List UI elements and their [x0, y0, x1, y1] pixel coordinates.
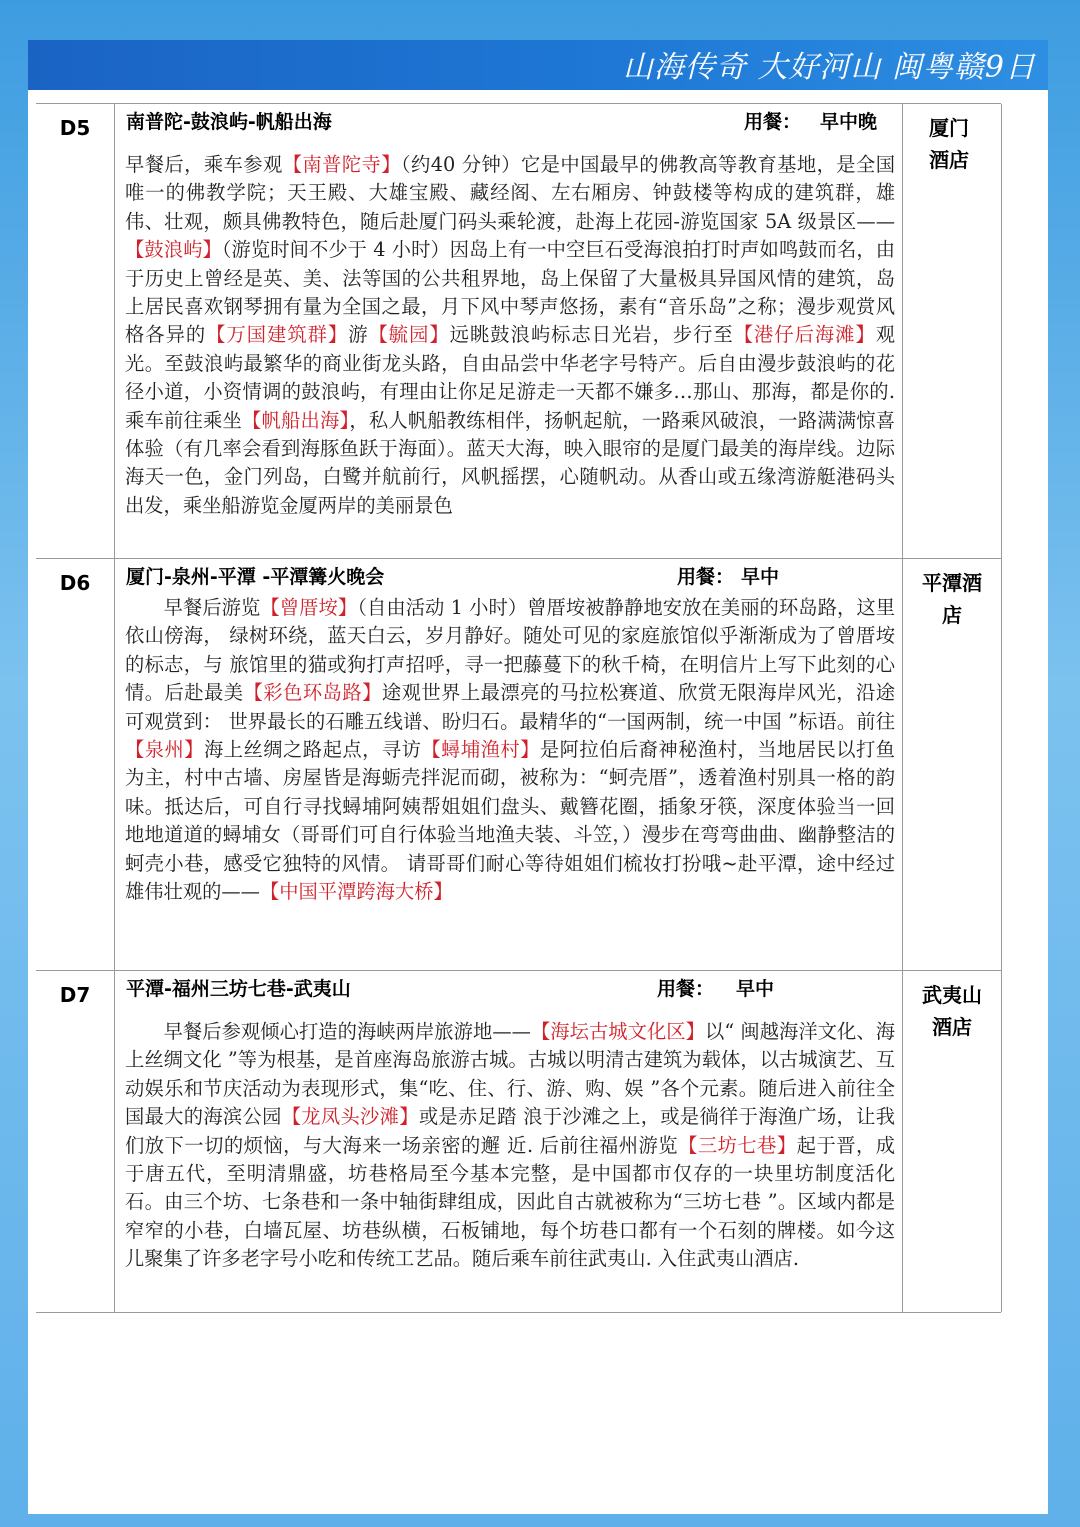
column-divider: [902, 971, 903, 1312]
highlight-attraction: 【万国建筑群】: [206, 323, 349, 347]
column-divider: [1001, 971, 1002, 1312]
day-label: D5: [59, 116, 91, 140]
meal-value: 早中晚: [820, 111, 878, 133]
highlight-attraction: 【三坊七巷】: [678, 1133, 797, 1157]
meal-label: 用餐：: [657, 978, 715, 1000]
route-title: 厦门-泉州-平潭 -平潭篝火晚会: [126, 566, 385, 588]
highlight-attraction: 【海坛古城文化区】: [530, 1020, 705, 1043]
highlight-attraction: 【龙凤头沙滩】: [281, 1105, 419, 1129]
column-divider: [114, 971, 115, 1312]
route-title: 南普陀-鼓浪屿-帆船出海: [126, 111, 332, 133]
highlight-attraction: 【蟳埔渔村】: [421, 738, 540, 762]
highlight-attraction: 【鼓浪屿】: [125, 238, 222, 262]
hotel-name: 厦门酒店: [929, 116, 969, 172]
highlight-attraction: 【毓园】: [368, 323, 450, 347]
highlight-attraction: 【中国平潭跨海大桥】: [259, 880, 453, 904]
column-divider: [114, 559, 115, 971]
highlight-attraction: 【泉州】: [125, 738, 205, 762]
column-divider: [902, 104, 903, 559]
column-divider: [1001, 104, 1002, 559]
day-description: 早餐后游览【曾厝垵】（自由活动 1 小时）曾厝垵被静静地安放在美丽的环岛路，这里依山傍海， 绿树环绕，蓝天白云，岁月静好。随处可见的家庭旅馆似乎渐渐成为了曾厝垵的标志，与 旅馆里的猫或狗打声招呼，寻一把藤蔓下的秋千椅，在明信片上写下此刻的心情。后赴最美【彩色环岛路】途观世界上最漂亮的马拉松赛道、欣赏无限海岸风光，沿途可观赏到： 世界最长的石雕五线谱、盼归石。最精华的“一国两制，统一中国 ”标语。前往【泉州】海上丝绸之路起点，寻访【蟳埔渔村】是阿拉伯后裔神秘渔村，当地居民以打鱼为主，村中古墙、房屋皆是海蛎壳拌泥而砌，被称为：“蚵壳厝”，透着渔村别具一格的韵味。抵达后，可自行寻找蟳埔阿姨帮姐姐们盘头、戴簪花圈，插象牙筷，深度体验当一回地地道道的蟳埔女（哥哥们可自行体验当地渔夫装、斗笠，）漫步在弯弯曲曲、幽静整洁的蚵壳小巷，感受它独特的风情。 请哥哥们耐心等待姐姐们梳妆打扮哦~赴平潭，途中经过雄伟壮观的——【中国平潭跨海大桥】: [125, 596, 896, 904]
highlight-attraction: 【南普陀寺】: [282, 153, 401, 176]
day-label: D7: [59, 983, 91, 1007]
page-title: 山海传奇 大好河山 闽粤赣9日: [622, 50, 1036, 85]
column-divider: [114, 104, 115, 559]
route-title: 平潭-福州三坊七巷-武夷山: [126, 978, 351, 1000]
hotel-name: 平潭酒店: [922, 571, 982, 627]
hotel-name: 武夷山酒店: [922, 983, 982, 1039]
column-divider: [902, 559, 903, 971]
itinerary-row-d5: [36, 103, 1001, 559]
highlight-attraction: 【曾厝垵】: [260, 596, 358, 619]
itinerary-row-d6: [36, 558, 1001, 971]
meal-value: 早中: [741, 566, 780, 588]
highlight-attraction: 【彩色环岛路】: [243, 681, 382, 705]
highlight-attraction: 【港仔后海滩】: [733, 323, 876, 347]
meal-label: 用餐：: [677, 566, 735, 588]
day-description: 早餐后参观倾心打造的海峡两岸旅游地——【海坛古城文化区】以“ 闽越海洋文化、海上丝绸文化 ”等为根基，是首座海岛旅游古城。古城以明清古建筑为载体，以古城演艺、互动娱乐和节庆活动为表现形式，集“吃、住、行、游、购、娱 ”各个元素。随后进入前往全国最大的海滨公园【龙凤头沙滩】或是赤足踏 浪于沙滩之上，或是徜徉于海渔广场，让我们放下一切的烦恼，与大海来一场亲密的邂 近. 后前往福州游览【三坊七巷】起于晋，成于唐五代，至明清鼎盛，坊巷格局至今基本完整，是中国都市仅存的一块里坊制度活化石。由三个坊、七条巷和一条中轴街肆组成，因此自古就被称为“三坊七巷 ”。区域内都是窄窄的小巷，白墙瓦屋、坊巷纵横，石板铺地，每个坊巷口都有一个石刻的牌楼。如今这儿聚集了许多老字号小吃和传统工艺品。随后乘车前往武夷山. 入住武夷山酒店.: [125, 1020, 896, 1271]
day-label: D6: [59, 571, 91, 595]
meal-value: 早中: [736, 978, 775, 1000]
highlight-attraction: 【帆船出海】: [241, 408, 350, 432]
day-description: 早餐后，乘车参观【南普陀寺】（约40 分钟）它是中国最早的佛教高等教育基地，是全国唯一的佛教学院；天王殿、大雄宝殿、藏经阁、左右厢房、钟鼓楼等构成的建筑群，雄伟、壮观，颇具佛教特色，随后赴厦门码头乘轮渡，赴海上花园-游览国家 5A 级景区——【鼓浪屿】（游览时间不少于 4 小时）因岛上有一中空巨石受海浪拍打时声如鸣鼓而名，由于历史上曾经是英、美、法等国的公共租界地，岛上保留了大量极具异国风情的建筑，岛上居民喜欢钢琴拥有量为全国之最，月下风中琴声悠扬，素有“音乐岛”之称；漫步观赏风格各异的【万国建筑群】游【毓园】远眺鼓浪屿标志日光岩，步行至【港仔后海滩】观光。至鼓浪屿最繁华的商业街龙头路，自由品尝中华老字号特产。后自由漫步鼓浪屿的花径小道，小资情调的鼓浪屿，有理由让你足足游走一天都不嫌多…那山、那海，都是你的. 乘车前往乘坐【帆船出海】，私人帆船教练相伴，扬帆起航，一路乘风破浪，一路满满惊喜体验（有几率会看到海豚鱼跃于海面）。蓝天大海，映入眼帘的是厦门最美的海岸线。边际海天一色，金门列岛，白鹭并航前行，风帆摇摆，心随帆动。从香山或五缘湾游艇港码头出发，乘坐船游览金厦两岸的美丽景色: [125, 153, 896, 517]
itinerary-row-d7: [36, 970, 1001, 1313]
column-divider: [1001, 559, 1002, 971]
meal-label: 用餐：: [744, 111, 802, 133]
